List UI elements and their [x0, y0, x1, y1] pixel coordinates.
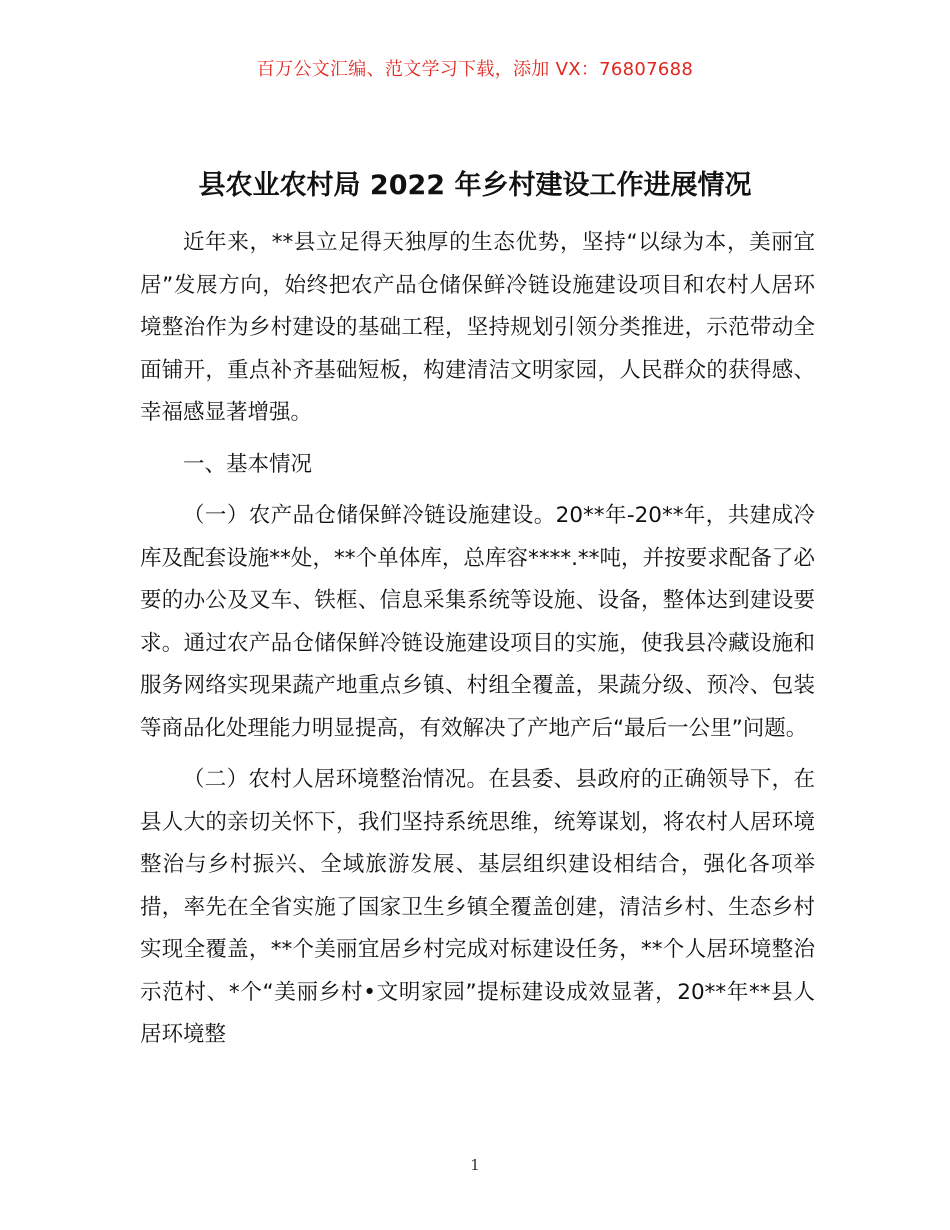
intro-paragraph: 近年来，**县立足得天独厚的生态优势，坚持“以绿为本，美丽宜居”发展方向，始终把农产品仓储保鲜冷链设施建设项目和农村人居环境整治作为乡村建设的基础工程，坚持规划引领分类推进，示范带动全面铺开，重点补齐基础短板，构建清洁文明家园，人民群众的获得感、幸福感显著增强。 [140, 230, 815, 425]
paragraph-living-environment: （二）农村人居环境整治情况。在县委、县政府的正确领导下，在县人大的亲切关怀下，我们坚持系统思维，统筹谋划，将农村人居环境整治与乡村振兴、全域旅游发展、基层组织建设相结合，强化各项举措，率先在全省实施了国家卫生乡镇全覆盖创建，清洁乡村、生态乡村实现全覆盖，**个美丽宜居乡村完成对标建设任务，**个人居环境整治示范村、*个“美丽乡村•文明家园”提标建设成效显著，20**年**县人居环境整 [140, 767, 815, 1047]
watermark-banner: 百万公文汇编、范文学习下载，添加 VX：76807688 [256, 59, 694, 80]
document-body [140, 222, 815, 1057]
document-title: 县农业农村局 2022 年乡村建设工作进展情况 [198, 170, 752, 201]
paragraph-cold-chain: （一）农产品仓储保鲜冷链设施建设。20**年-20**年，共建成冷库及配套设施**处，**个单体库，总库容****.**吨，并按要求配备了必要的办公及叉车、铁框、信息采集系统等设施、设备，整体达到建设要求。通过农产品仓储保鲜冷链设施建设项目的实施，使我县冷藏设施和服务网络实现果蔬产地重点乡镇、村组全覆盖，果蔬分级、预冷、包装等商品化处理能力明显提高，有效解决了产地产后“最后一公里”问题。 [140, 503, 815, 741]
page-number: 1 [470, 1156, 480, 1174]
section-heading: 一、基本情况 [183, 451, 313, 477]
